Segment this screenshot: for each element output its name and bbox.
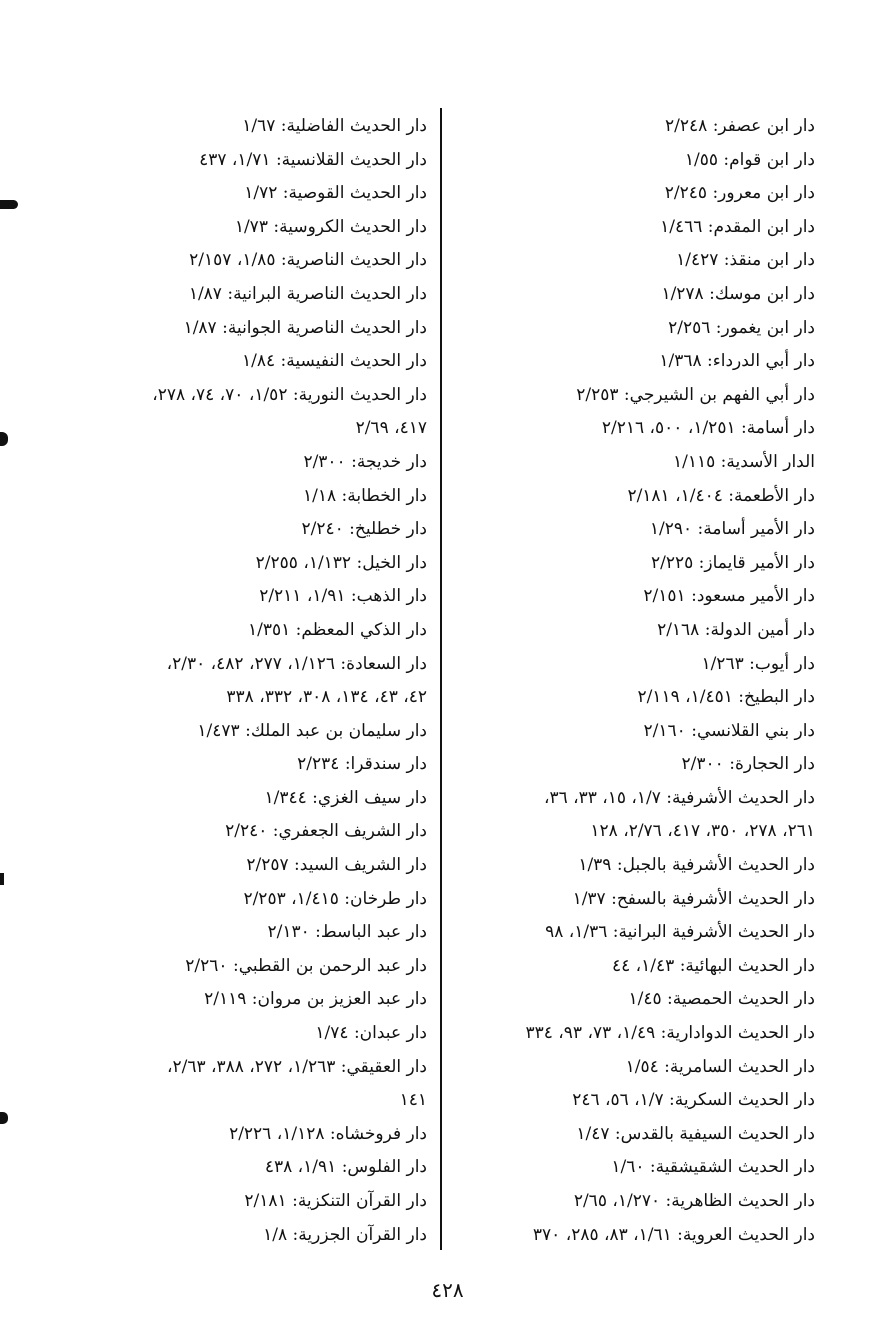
index-entry: دار أسامة: ١/٢٥١، ٥٠٠، ٢/٢١٦ xyxy=(601,418,815,439)
index-entry: دار الحديث النورية: ١/٥٢، ٧٠، ٧٤، ٢٧٨، xyxy=(152,384,427,405)
scan-mark xyxy=(0,873,4,885)
index-entry: دار الذكي المعظم: ١/٣٥١ xyxy=(248,619,427,640)
index-entry: دار الحديث الأشرفية البرانية: ١/٣٦، ٩٨ xyxy=(545,922,815,943)
index-entry: دار ابن المقدم: ١/٤٦٦ xyxy=(660,216,815,237)
index-entry: دار طرخان: ١/٤١٥، ٢/٢٥٣ xyxy=(243,888,427,909)
index-entry: دار البطيخ: ١/٤٥١، ٢/١١٩ xyxy=(637,687,815,708)
index-entry: دار أيوب: ١/٢٦٣ xyxy=(701,653,815,674)
index-entry: دار الأمير قايماز: ٢/٢٢٥ xyxy=(651,552,815,573)
index-entry-continuation: ٤٢، ٤٣، ١٣٤، ٣٠٨، ٣٣٢، ٣٣٨ xyxy=(226,687,427,708)
index-entry: دار الفلوس: ١/٩١، ٤٣٨ xyxy=(264,1157,427,1178)
index-entry: دار الحديث الأشرفية: ١/٧، ١٥، ٣٣، ٣٦، xyxy=(543,787,815,808)
index-entry: دار الحديث الأشرفية بالجبل: ١/٣٩ xyxy=(578,855,815,876)
index-entry: دار الأمير مسعود: ٢/١٥١ xyxy=(643,586,815,607)
index-entry: دار الحديث النفيسية: ١/٨٤ xyxy=(242,351,427,372)
index-entry: دار سيف الغزي: ١/٣٤٤ xyxy=(264,787,427,808)
index-entry: دار الأمير أسامة: ١/٢٩٠ xyxy=(649,519,815,540)
index-entry: دار ابن منقذ: ١/٤٢٧ xyxy=(676,250,815,271)
index-entry-continuation: ١٤١ xyxy=(399,1090,427,1111)
index-column-left xyxy=(47,110,427,1252)
index-entry: دار فروخشاه: ١/١٢٨، ٢/٢٢٦ xyxy=(229,1123,427,1144)
index-entry-continuation: ٤١٧، ٢/٦٩ xyxy=(355,418,427,439)
index-entry: دار أبي الدرداء: ١/٣٦٨ xyxy=(659,351,815,372)
index-entry: دار ابن موسك: ١/٢٧٨ xyxy=(661,283,815,304)
index-entry: دار الشريف السيد: ٢/٢٥٧ xyxy=(246,855,427,876)
index-entry: دار أبي الفهم بن الشيرجي: ٢/٢٥٣ xyxy=(576,384,815,405)
index-entry: دار الحديث القوصية: ١/٧٢ xyxy=(244,183,427,204)
index-entry: دار الخطابة: ١/١٨ xyxy=(302,485,427,506)
index-entry: دار الذهب: ١/٩١، ٢/٢١١ xyxy=(259,586,427,607)
index-entry: دار الحديث البهائية: ١/٤٣، ٤٤ xyxy=(612,955,815,976)
index-entry: دار القرآن التنكزية: ٢/١٨١ xyxy=(244,1191,427,1211)
column-divider xyxy=(440,108,442,1250)
index-entry: دار بني القلانسي: ٢/١٦٠ xyxy=(643,720,815,741)
index-entry: دار الحديث الدوادارية: ١/٤٩، ٧٣، ٩٣، ٣٣٤ xyxy=(525,1023,815,1044)
index-entry: دار عبد الرحمن بن القطبي: ٢/٢٦٠ xyxy=(185,955,427,976)
index-entry: دار سندقرا: ٢/٢٣٤ xyxy=(297,754,427,775)
index-entry: دار خديجة: ٢/٣٠٠ xyxy=(303,451,427,472)
index-entry: دار الحديث العروية: ١/٦١، ٨٣، ٢٨٥، ٣٧٠ xyxy=(532,1224,815,1245)
index-entry: دار الشريف الجعفري: ٢/٢٤٠ xyxy=(225,821,427,842)
index-entry: دار الحديث الأشرفية بالسفح: ١/٣٧ xyxy=(572,888,815,909)
index-entry: دار خطليخ: ٢/٢٤٠ xyxy=(301,519,427,540)
index-entry: دار عبدان: ١/٧٤ xyxy=(315,1023,427,1044)
index-entry: دار عبد الباسط: ٢/١٣٠ xyxy=(267,922,427,943)
index-entry: دار القرآن الجزرية: ١/٨ xyxy=(263,1224,427,1245)
index-entry: دار الحديث السامرية: ١/٥٤ xyxy=(625,1056,815,1077)
index-entry: دار الحديث السيفية بالقدس: ١/٤٧ xyxy=(576,1123,815,1144)
index-entry: الدار الأسدية: ١/١١٥ xyxy=(673,451,815,472)
index-entry: دار ابن قوام: ١/٥٥ xyxy=(684,149,815,170)
index-entry: دار أمين الدولة: ٢/١٦٨ xyxy=(657,619,815,640)
index-entry: دار الحديث الظاهرية: ١/٢٧٠، ٢/٦٥ xyxy=(573,1191,815,1211)
index-entry: دار الحجارة: ٢/٣٠٠ xyxy=(681,754,815,775)
index-entry: دار ابن يغمور: ٢/٢٥٦ xyxy=(668,317,815,338)
index-entry: دار السعادة: ١/١٢٦، ٢٧٧، ٤٨٢، ٢/٣٠، xyxy=(166,653,427,674)
index-entry: دار الحديث الفاضلية: ١/٦٧ xyxy=(242,116,427,136)
index-entry: دار الحديث الناصرية: ١/٨٥، ٢/١٥٧ xyxy=(189,250,427,271)
index-entry: دار العقيقي: ١/٢٦٣، ٢٧٢، ٣٨٨، ٢/٦٣، xyxy=(166,1056,427,1077)
index-entry: دار الأطعمة: ١/٤٠٤، ٢/١٨١ xyxy=(627,485,815,506)
index-entry: دار الحديث الشقيشقية: ١/٦٠ xyxy=(611,1157,815,1178)
index-entry: دار سليمان بن عبد الملك: ١/٤٧٣ xyxy=(197,720,427,741)
index-entry: دار ابن معرور: ٢/٢٤٥ xyxy=(664,183,815,204)
index-entry: دار الخيل: ١/١٣٢، ٢/٢٥٥ xyxy=(255,552,427,573)
index-entry: دار ابن عصفر: ٢/٢٤٨ xyxy=(665,116,815,136)
index-entry-continuation: ٢٦١، ٢٧٨، ٣٥٠، ٤١٧، ٢/٧٦، ١٢٨ xyxy=(590,821,815,842)
index-entry: دار الحديث الناصرية البرانية: ١/٨٧ xyxy=(188,283,427,304)
scan-mark xyxy=(0,1112,8,1124)
index-entry: دار الحديث الحمصية: ١/٤٥ xyxy=(628,989,815,1010)
page-number: ٤٢٨ xyxy=(431,1278,464,1302)
index-entry: دار الحديث الناصرية الجوانية: ١/٨٧ xyxy=(183,317,427,338)
index-column-right xyxy=(460,110,815,1252)
scan-mark xyxy=(0,432,8,446)
index-entry: دار الحديث السكرية: ١/٧، ٥٦، ٢٤٦ xyxy=(572,1090,815,1111)
index-entry: دار الحديث الكروسية: ١/٧٣ xyxy=(234,216,427,237)
index-entry: دار الحديث القلانسية: ١/٧١، ٤٣٧ xyxy=(199,149,427,170)
index-entry: دار عبد العزيز بن مروان: ٢/١١٩ xyxy=(204,989,427,1010)
scan-mark xyxy=(0,200,18,209)
